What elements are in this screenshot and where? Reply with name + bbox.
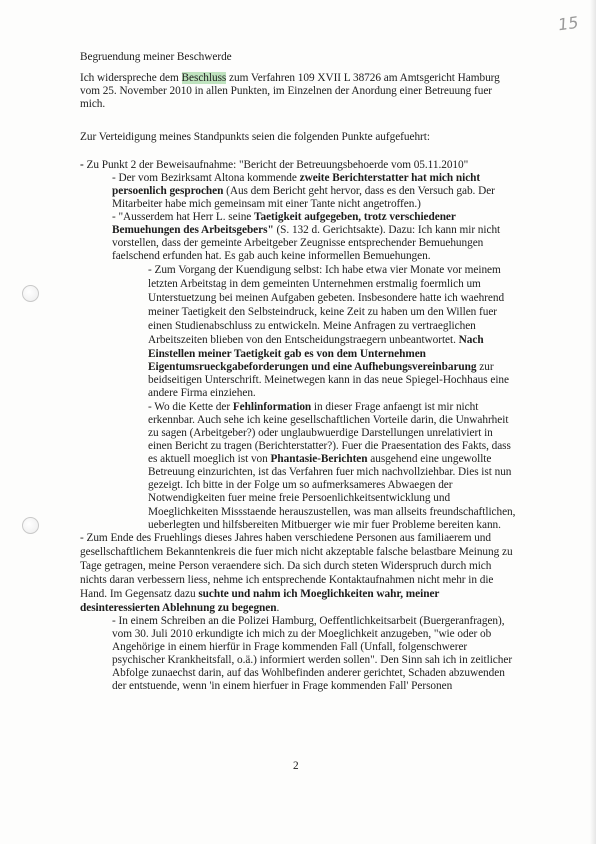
body-line: [148, 479, 453, 492]
body-line: [112, 172, 480, 185]
text-segment: zum Verfahren 109 XVII L 38726 am Amtsgericht Hamburg: [226, 72, 500, 84]
body-line: [148, 334, 484, 347]
body-line: [80, 574, 493, 587]
body-line: [80, 532, 491, 545]
text-segment: Hand. Im Gegensatz dazu: [80, 588, 199, 600]
body-line: [112, 224, 500, 237]
bold-text: persoenlich gesprochen: [112, 185, 224, 197]
text-segment: gesellschaftlichem Bekanntenkreis die fuer mich nicht akzeptable falsche belastbare Meinung zu: [80, 546, 513, 558]
text-segment: - Wo die Kette der: [148, 401, 233, 413]
body-line: [148, 466, 511, 479]
text-segment: - Der vom Bezirksamt Altona kommende: [112, 172, 300, 184]
body-line: [148, 453, 491, 466]
text-segment: einen Bericht zu tragen (Berichterstatter?). Fuer die Praesentation des Fakts, dass: [148, 440, 511, 452]
body-line: [148, 506, 515, 519]
text-segment: ueberlegten und hilfsbereiten Mitbuerger wie mir fuer Probleme bereiten kann.: [148, 519, 501, 531]
text-segment: - Zum Ende des Fruehlings dieses Jahres haben verschiedene Personen aus familiaerem und: [80, 532, 491, 544]
body-line: [112, 185, 495, 198]
text-segment: Unterstuetzung bei meinen Aufgaben gebeten. Insbesondere hatte ich waehrend: [148, 292, 505, 304]
body-line: [148, 374, 509, 387]
highlighted-text: Beschluss: [181, 72, 227, 84]
text-segment: Tage getragen, meine Person veraendere sich. Da sich durch steten Widerspruch durch mich: [80, 560, 492, 572]
text-segment: es aktuell moeglich ist von: [148, 453, 271, 465]
body-line: [148, 387, 256, 400]
body-line: [148, 361, 494, 374]
body-line: [148, 292, 504, 305]
text-segment: zu sagen (Arbeitgeber?) oder unglaubwuerdige Darstellungen unrelativiert in: [148, 427, 493, 439]
text-segment: Moeglichkeiten Missstaende herauszustellen, was man allseits freundschaftlichen,: [148, 506, 516, 518]
text-segment: psychischer Krankheitsfall, o.ä.) informiert werden sollen". Den Sinn sah ich in zeitlicher: [112, 654, 513, 666]
punch-hole-bottom: [22, 517, 39, 534]
bold-text: Nach: [458, 334, 484, 346]
bold-text: Taetigkeit aufgegeben, trotz verschiedener: [254, 211, 456, 223]
text-segment: vom 30. Juli 2010 erkundigte ich mich zu der Moeglichkeit anzugeben, "wie oder ob: [112, 628, 492, 640]
body-line: [148, 440, 511, 453]
body-line: [112, 250, 431, 263]
body-line: [80, 602, 279, 615]
bold-text: Eigentumsrueckgabeforderungen und eine Aufhebungsvereinbarung: [148, 361, 477, 373]
body-line: [148, 320, 476, 333]
bold-text: desinteressierten Ablehnung zu begegnen: [80, 602, 277, 614]
body-line: [148, 348, 426, 361]
defense-intro: Zur Verteidigung meines Standpunkts seien die folgenden Punkte aufgefuehrt:: [80, 131, 430, 143]
body-line: [80, 588, 439, 601]
handwritten-page-mark: 15: [556, 12, 580, 35]
bold-text: Einstellen meiner Taetigkeit gab es von dem Unternehmen: [148, 348, 426, 360]
intro-line: [80, 85, 492, 98]
text-segment: vorstellen, dass der gemeinte Arbeitgeber Zeugnisse entsprechender Bemuehungen: [112, 237, 484, 249]
text-segment: Betreuung einzurichten, ist das Verfahren fuer mich nachvollziehbar. Dies ist nun: [148, 466, 512, 478]
body-line: [112, 680, 452, 693]
punch-hole-top: [22, 285, 39, 302]
page-edge-shadow: [590, 0, 596, 844]
text-segment: der entstuende, wenn 'in einem hierfuer in Frage kommenden Fall' Personen: [112, 680, 453, 692]
document-title: Begruendung meiner Beschwerde: [80, 51, 232, 63]
text-segment: Abfolge zunaechst darin, auf das Wohlbefinden anderer gerichtet, Schaden abzuwenden: [112, 667, 505, 679]
text-segment: zur: [476, 361, 494, 373]
body-line: [148, 401, 478, 414]
body-line: [112, 211, 456, 224]
bold-text: Fehlinformation: [232, 401, 312, 413]
text-segment: .: [276, 602, 280, 614]
page-number: 2: [293, 760, 299, 772]
body-line: [112, 615, 505, 628]
body-line: [112, 667, 505, 680]
text-segment: Arbeitszeiten blieben von den Entscheidungstraegern unbeantwortet.: [148, 334, 459, 346]
body-line: [112, 198, 421, 211]
bold-text: -: [80, 159, 87, 171]
text-segment: faelschend erfunden hat. Es gab auch keine informellen Bemuehungen.: [112, 250, 431, 262]
body-line: [148, 519, 501, 532]
text-segment: letzten Arbeitstag in dem gemeinten Unternehmen erstmalig foermlich um: [148, 278, 481, 290]
body-line: [148, 414, 508, 427]
text-segment: nichts daran verbessern liess, nehme ich entsprechende Kontaktaufnahmen nicht mehr in die: [80, 574, 494, 586]
body-line: [80, 560, 491, 573]
body-line: [112, 654, 512, 667]
text-segment: vom 25. November 2010 in allen Punkten, im Einzelnen der Anordung einer Betreuung fuer: [80, 85, 493, 97]
text-segment: einen Studienabschluss zu entwickeln. Meine Anfragen zu vertraeglichen: [148, 320, 476, 332]
bold-text: Phantasie-Berichten: [270, 453, 368, 465]
text-segment: erkennbar. Auch sehe ich keine gesellschaftlichen Vorteile darin, die Unwahrheit: [148, 414, 509, 426]
body-line: [148, 427, 493, 440]
body-line: [112, 237, 483, 250]
text-segment: Ich widerspreche dem: [80, 72, 182, 84]
text-segment: in dieser Frage anfaengt ist mir nicht: [311, 401, 479, 413]
text-segment: andere Firma einziehen.: [148, 387, 256, 399]
text-segment: Zu Punkt 2 der Beweisaufnahme: "Bericht der Betreuungsbehoerde vom 05.11.2010": [86, 159, 469, 171]
text-segment: - Zum Vorgang der Kuendigung selbst: Ich habe etwa vier Monate vor meinem: [148, 264, 501, 276]
intro-line: [80, 98, 105, 111]
text-segment: gezeigt. Ich bitte in der Folge um so aufmerksameres Abwaegen der: [148, 479, 453, 491]
body-line: [112, 628, 491, 641]
intro-line: [80, 72, 500, 85]
text-segment: Mitarbeiter habe mich gemeinsam mit einer Tante nicht angetroffen.): [112, 198, 421, 210]
text-segment: Angehörige in einem hierfür in Frage kommenden Fall (Unfall, folgenschwerer: [112, 641, 468, 653]
text-segment: - "Ausserdem hat Herr L. seine: [112, 211, 255, 223]
text-segment: - In einem Schreiben an die Polizei Hamburg, Oeffentlichkeitsarbeit (Buergeranfragen),: [112, 615, 505, 627]
body-line: [80, 159, 468, 172]
body-line: [148, 492, 450, 505]
body-line: [112, 641, 467, 654]
body-line: [148, 278, 481, 291]
bold-text: zweite Berichterstatter hat mich nicht: [299, 172, 481, 184]
text-segment: Notwendigkeiten fuer meine freie Persoenlichkeitsentwicklung und: [148, 492, 451, 504]
body-line: [148, 264, 501, 277]
text-segment: mich.: [80, 98, 106, 110]
body-line: [80, 546, 513, 559]
text-segment: (Aus dem Bericht geht hervor, dass es den Versuch gab. Der: [223, 185, 495, 197]
bold-text: suchte und nahm ich Moeglichkeiten wahr, meiner: [198, 588, 440, 600]
bold-text: Bemuehungen des Arbeitsgebers": [112, 224, 274, 236]
text-segment: beidseitigen Unterschrift. Meinetwegen kann in das neue Spiegel-Hochhaus eine: [148, 374, 509, 386]
body-line: [148, 306, 497, 319]
text-segment: ausgehend eine ungewollte: [367, 453, 492, 465]
text-segment: meiner Taetigkeit den Selbsteindruck, keine Zeit zu haben um den Willen fuer: [148, 306, 498, 318]
text-segment: (S. 132 d. Gerichtsakte). Dazu: Ich kann mir nicht: [273, 224, 501, 236]
